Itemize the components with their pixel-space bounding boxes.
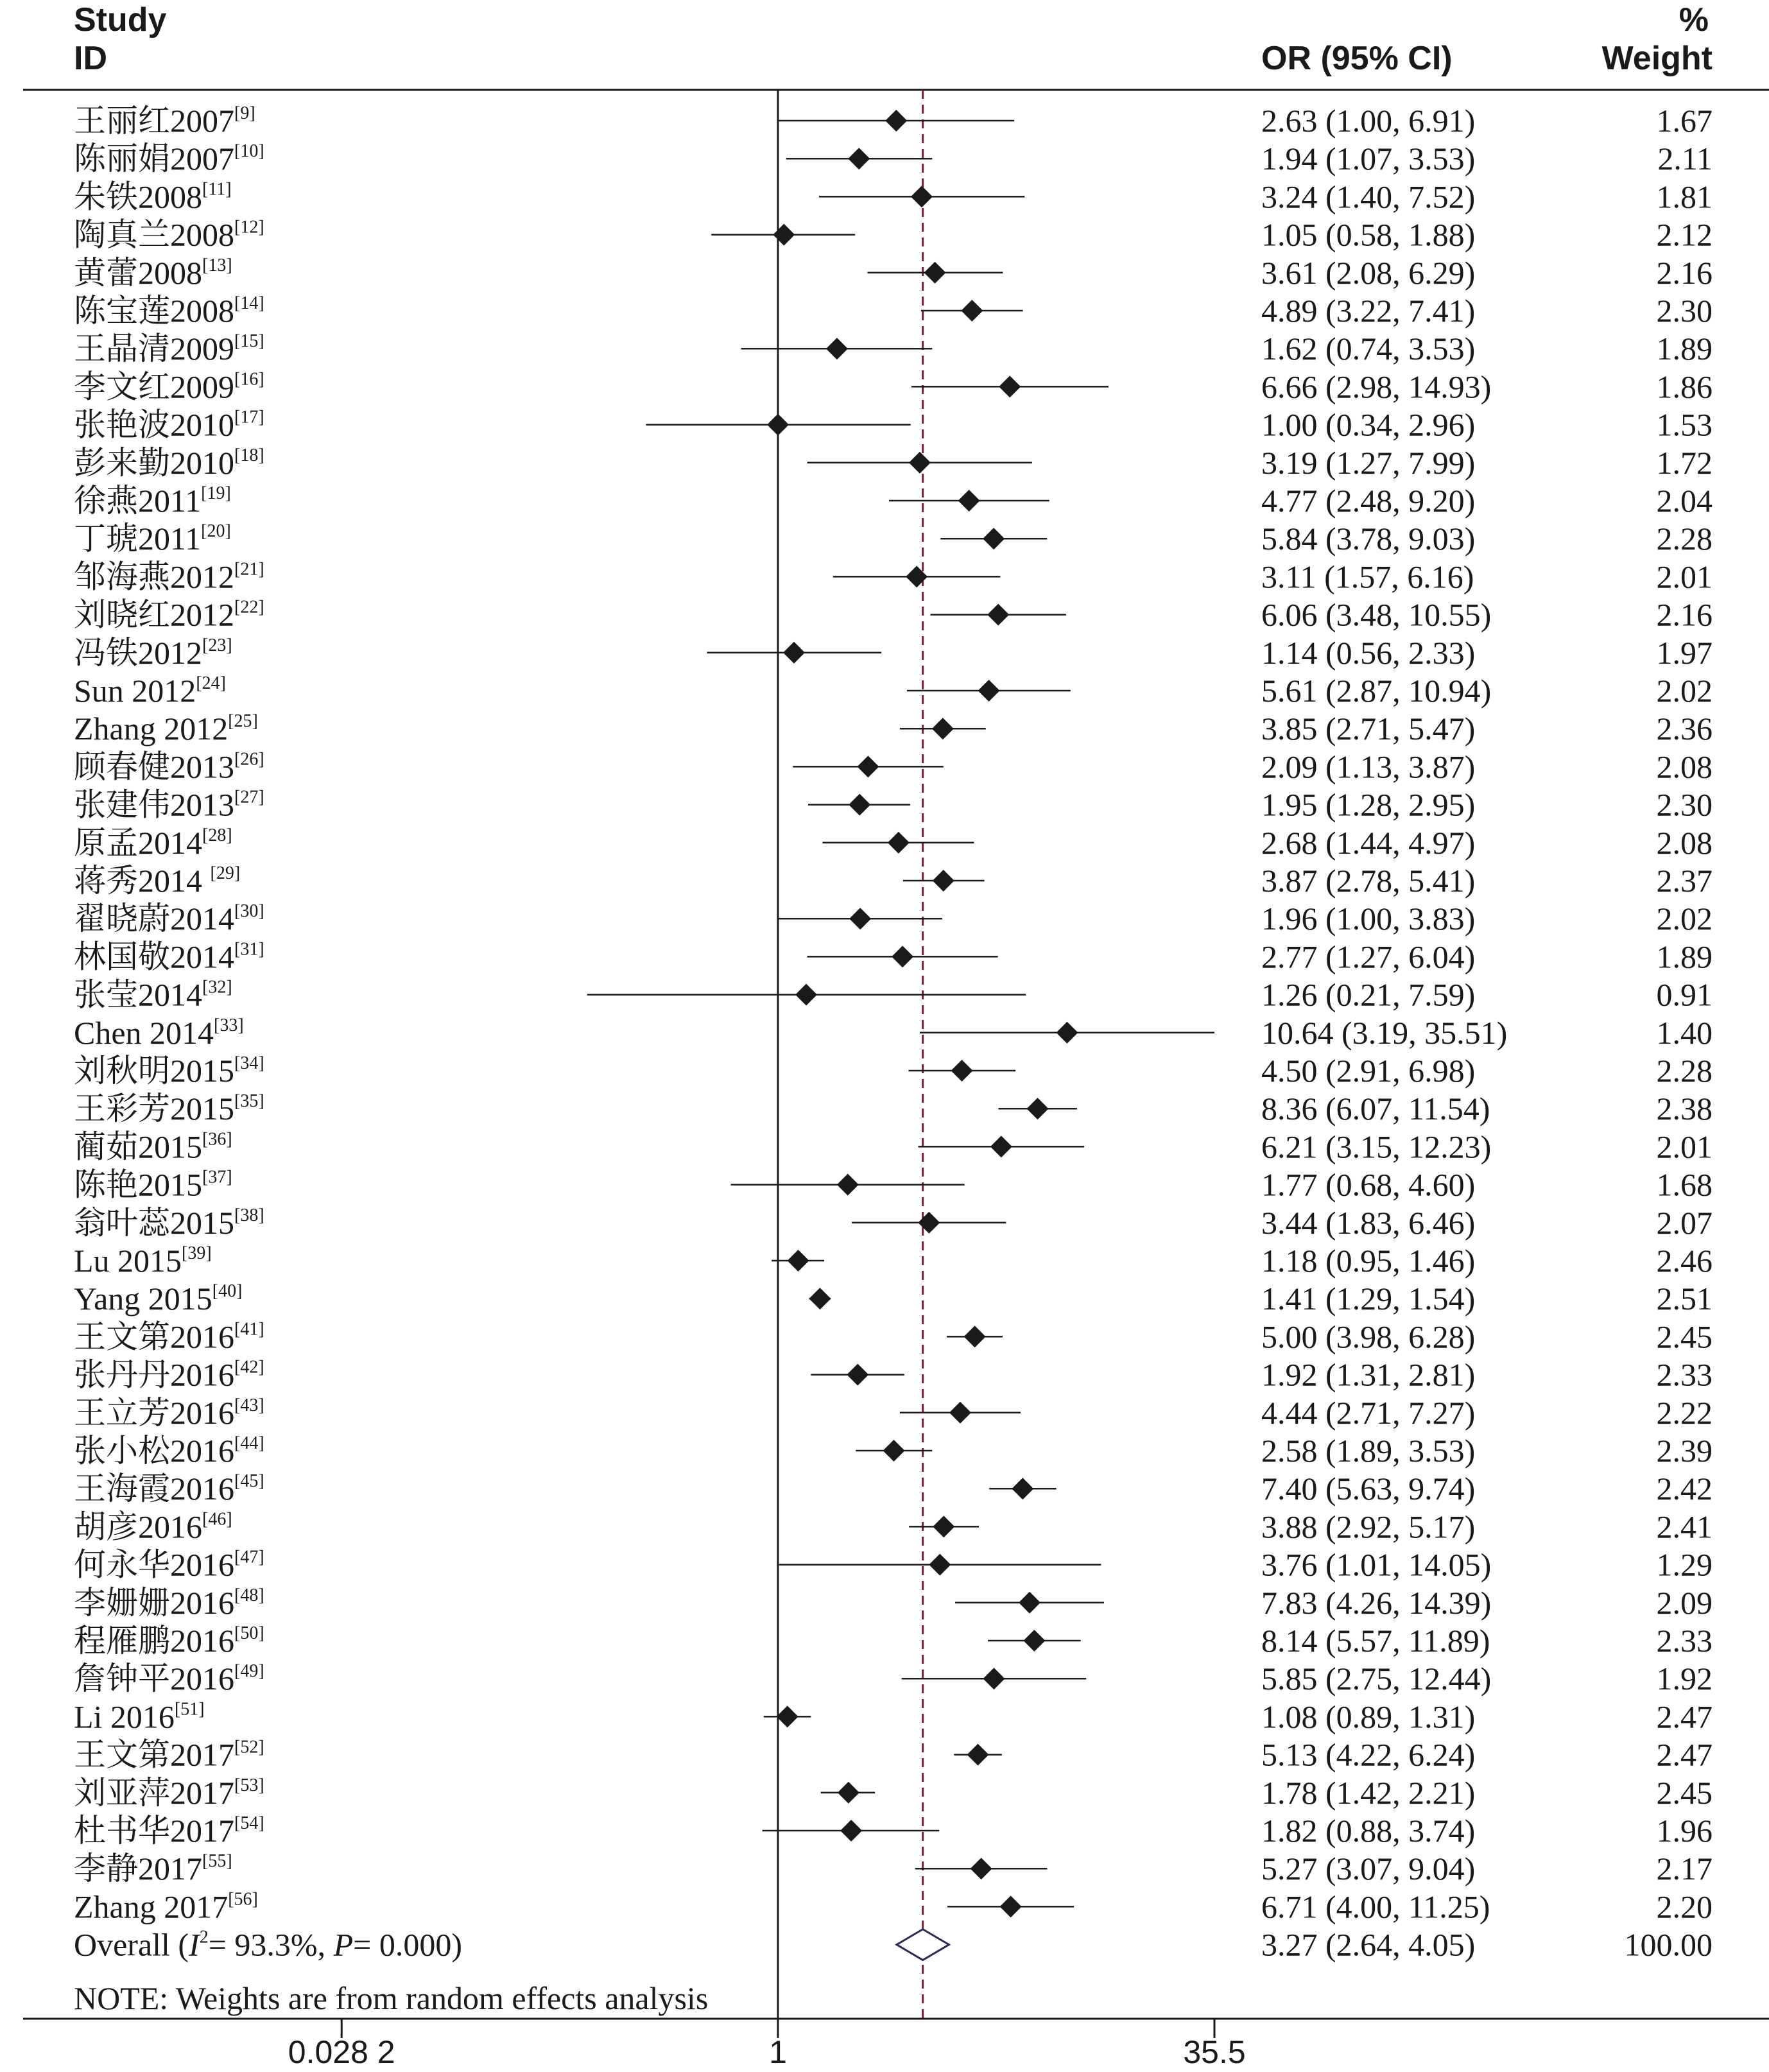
study-reference: [54]	[234, 1813, 264, 1833]
study-weight: 2.30	[1656, 786, 1713, 823]
study-reference: [46]	[202, 1509, 232, 1530]
study-reference: [28]	[202, 825, 232, 845]
study-point-marker	[838, 1782, 859, 1804]
study-point-marker	[1012, 1478, 1033, 1499]
study-reference: [30]	[234, 901, 264, 922]
study-point-marker	[951, 1060, 973, 1082]
study-label: 何永华2016[47]	[74, 1546, 264, 1583]
x-axis	[288, 2019, 1246, 2070]
study-label: 翟晓蔚2014[30]	[74, 901, 264, 937]
header-or-ci: OR (95% CI)	[1261, 40, 1453, 77]
study-label: Zhang 2012[25]	[74, 711, 258, 747]
study-weight: 1.68	[1656, 1166, 1713, 1203]
study-label: 王彩芳2015[35]	[74, 1091, 264, 1127]
study-weight: 1.53	[1656, 406, 1713, 443]
study-reference: [52]	[234, 1737, 264, 1757]
study-or-ci: 2.58 (1.89, 3.53)	[1261, 1433, 1476, 1469]
study-weight: 2.39	[1656, 1433, 1713, 1469]
study-weight: 1.86	[1656, 368, 1713, 405]
study-label: Yang 2015[40]	[74, 1281, 243, 1317]
study-point-marker	[849, 908, 871, 929]
study-reference: [49]	[234, 1661, 264, 1682]
study-reference: [41]	[234, 1319, 264, 1340]
study-weight: 1.72	[1656, 444, 1713, 481]
study-label: Sun 2012[24]	[74, 673, 226, 709]
study-reference: [24]	[196, 673, 226, 693]
study-reference: [53]	[234, 1775, 264, 1795]
study-point-marker	[892, 945, 913, 967]
study-point-marker	[840, 1820, 862, 1842]
study-weight: 2.28	[1656, 521, 1713, 557]
study-label: 陈宝莲2008[14]	[74, 293, 264, 329]
study-reference: [38]	[234, 1205, 264, 1225]
study-label: 蔺茹2015[36]	[74, 1128, 232, 1165]
study-label: 王文第2016[41]	[74, 1318, 264, 1355]
study-or-ci: 4.89 (3.22, 7.41)	[1261, 293, 1476, 329]
study-weight: 1.97	[1656, 634, 1713, 671]
study-or-ci: 3.88 (2.92, 5.17)	[1261, 1508, 1476, 1545]
study-weight: 2.30	[1656, 293, 1713, 329]
study-reference: [51]	[174, 1699, 205, 1720]
study-label: 张艳波2010[17]	[74, 406, 264, 443]
study-rows	[74, 103, 1713, 1963]
study-point-marker	[1056, 1022, 1078, 1044]
study-reference: [12]	[234, 217, 264, 237]
study-weight: 1.67	[1656, 103, 1713, 139]
study-weight: 1.89	[1656, 938, 1713, 975]
study-or-ci: 1.26 (0.21, 7.59)	[1261, 976, 1476, 1013]
study-label: 陶真兰2008[12]	[74, 216, 264, 253]
study-point-marker	[918, 1212, 940, 1234]
study-reference: [33]	[214, 1015, 244, 1035]
study-weight: 2.37	[1656, 863, 1713, 899]
study-or-ci: 8.36 (6.07, 11.54)	[1261, 1091, 1490, 1127]
study-or-ci: 1.41 (1.29, 1.54)	[1261, 1281, 1476, 1317]
study-reference: [43]	[234, 1395, 264, 1415]
study-or-ci: 2.77 (1.27, 6.04)	[1261, 938, 1476, 975]
study-point-marker	[911, 186, 933, 207]
footnote: NOTE: Weights are from random effects analysis	[74, 1980, 709, 2016]
study-weight: 1.29	[1656, 1546, 1713, 1583]
study-point-marker	[857, 755, 879, 777]
study-label: 王文第2017[52]	[74, 1736, 264, 1773]
study-reference: [11]	[202, 179, 232, 200]
study-point-marker	[999, 376, 1021, 397]
header-id: ID	[74, 40, 107, 77]
overall-label: Overall ($I^2= 93.3\%$, P= 0.000)	[74, 1926, 462, 1963]
study-or-ci: 3.61 (2.08, 6.29)	[1261, 254, 1476, 291]
study-reference: [40]	[212, 1281, 243, 1302]
study-weight: 2.33	[1656, 1623, 1713, 1659]
header-percent: %	[1678, 1, 1709, 39]
study-point-marker	[777, 1705, 798, 1727]
study-weight: 2.36	[1656, 711, 1713, 747]
study-weight: 2.16	[1656, 254, 1713, 291]
study-point-marker	[1019, 1592, 1040, 1614]
study-reference: [22]	[234, 597, 264, 617]
header-study: Study	[74, 1, 167, 39]
study-weight: 1.89	[1656, 331, 1713, 367]
study-reference: [39]	[182, 1243, 212, 1263]
study-label: 詹钟平2016[49]	[74, 1661, 264, 1697]
study-reference: [13]	[202, 255, 232, 275]
study-label: 张建伟2013[27]	[74, 786, 264, 823]
study-label: 刘晓红2012[22]	[74, 596, 264, 633]
study-point-marker	[826, 338, 848, 359]
study-point-marker	[909, 452, 931, 474]
study-reference: [55]	[202, 1851, 232, 1872]
study-weight: 2.17	[1656, 1851, 1713, 1887]
study-reference: [36]	[202, 1129, 232, 1150]
study-or-ci: 10.64 (3.19, 35.51)	[1261, 1014, 1508, 1051]
study-label: 程雁鹏2016[50]	[74, 1623, 264, 1659]
study-weight: 2.11	[1657, 141, 1713, 177]
study-label: 李文红2009[16]	[74, 368, 264, 405]
study-reference: [9]	[234, 103, 255, 123]
study-label: 王海霞2016[45]	[74, 1471, 264, 1507]
x-tick-label: 35.5	[1183, 2034, 1246, 2070]
study-or-ci: 2.68 (1.44, 4.97)	[1261, 824, 1476, 861]
study-point-marker	[964, 1325, 986, 1347]
study-weight: 2.20	[1656, 1888, 1713, 1925]
study-point-marker	[767, 414, 789, 436]
study-point-marker	[961, 300, 983, 322]
study-reference: [10]	[234, 141, 264, 162]
study-weight: 2.01	[1656, 558, 1713, 595]
study-weight: 2.28	[1656, 1053, 1713, 1089]
study-or-ci: 4.44 (2.71, 7.27)	[1261, 1394, 1476, 1431]
study-reference: [23]	[202, 635, 232, 655]
study-label: 张莹2014[32]	[74, 976, 232, 1013]
study-or-ci: 1.18 (0.95, 1.46)	[1261, 1243, 1476, 1279]
study-point-marker	[848, 148, 870, 169]
overall-diamond	[897, 1930, 949, 1960]
study-label: Lu 2015[39]	[74, 1243, 212, 1279]
study-point-marker	[967, 1744, 988, 1766]
study-or-ci: 5.61 (2.87, 10.94)	[1261, 673, 1492, 709]
study-label: 胡彦2016[46]	[74, 1508, 232, 1545]
study-label: 王晶清2009[15]	[74, 331, 264, 367]
header-weight: Weight	[1601, 40, 1713, 77]
study-point-marker	[983, 1668, 1005, 1689]
study-label: 刘秋明2015[34]	[74, 1053, 264, 1089]
study-point-marker	[933, 1515, 954, 1537]
study-label: 杜书华2017[54]	[74, 1813, 264, 1849]
study-or-ci: 8.14 (5.57, 11.89)	[1261, 1623, 1490, 1659]
study-reference: [17]	[234, 407, 264, 427]
study-point-marker	[1023, 1630, 1045, 1652]
overall-or-ci: 3.27 (2.64, 4.05)	[1261, 1926, 1476, 1963]
study-point-marker	[883, 1440, 905, 1462]
study-point-marker	[1027, 1098, 1049, 1119]
study-label: 翁叶蕊2015[38]	[74, 1204, 264, 1241]
study-point-marker	[932, 718, 954, 739]
study-point-marker	[990, 1135, 1012, 1157]
study-label: 刘亚萍2017[53]	[74, 1774, 264, 1811]
study-point-marker	[773, 224, 795, 246]
study-or-ci: 1.94 (1.07, 3.53)	[1261, 141, 1476, 177]
study-point-marker	[847, 1364, 868, 1386]
study-weight: 2.07	[1656, 1204, 1713, 1241]
study-or-ci: 6.21 (3.15, 12.23)	[1261, 1128, 1492, 1165]
plot-marks	[587, 90, 1214, 2019]
study-or-ci: 2.09 (1.13, 3.87)	[1261, 748, 1476, 785]
study-label: 彭来勤2010[18]	[74, 444, 264, 481]
study-label: 林国敬2014[31]	[74, 938, 264, 975]
study-or-ci: 3.87 (2.78, 5.41)	[1261, 863, 1476, 899]
study-label: 王丽红2007[9]	[74, 103, 255, 139]
study-reference: [45]	[234, 1471, 264, 1492]
study-reference: [29]	[210, 863, 241, 883]
study-reference: [16]	[234, 369, 264, 390]
study-or-ci: 5.85 (2.75, 12.44)	[1261, 1661, 1492, 1697]
x-tick-label: 0.028 2	[288, 2034, 395, 2070]
study-label: 蒋秀2014 [29]	[74, 863, 241, 899]
study-or-ci: 5.84 (3.78, 9.03)	[1261, 521, 1476, 557]
study-or-ci: 4.50 (2.91, 6.98)	[1261, 1053, 1476, 1089]
study-or-ci: 7.83 (4.26, 14.39)	[1261, 1584, 1492, 1621]
study-label: 李姗姗2016[48]	[74, 1584, 264, 1621]
study-point-marker	[788, 1250, 809, 1272]
study-or-ci: 1.00 (0.34, 2.96)	[1261, 406, 1476, 443]
study-label: 原孟2014[28]	[74, 824, 232, 861]
study-or-ci: 3.85 (2.71, 5.47)	[1261, 711, 1476, 747]
study-point-marker	[978, 680, 1000, 702]
study-reference: [18]	[234, 445, 264, 465]
study-label: Li 2016[51]	[74, 1698, 205, 1735]
study-point-marker	[795, 984, 817, 1006]
study-weight: 1.81	[1656, 178, 1713, 215]
study-point-marker	[837, 1174, 859, 1196]
study-point-marker	[885, 110, 907, 132]
study-point-marker	[971, 1858, 992, 1879]
study-or-ci: 5.00 (3.98, 6.28)	[1261, 1318, 1476, 1355]
study-or-ci: 7.40 (5.63, 9.74)	[1261, 1471, 1476, 1507]
study-label: 张小松2016[44]	[74, 1433, 264, 1469]
study-reference: [20]	[201, 521, 231, 542]
study-weight: 2.45	[1656, 1774, 1713, 1811]
study-weight: 2.46	[1656, 1243, 1713, 1279]
study-reference: [37]	[202, 1167, 232, 1187]
study-label: 王立芳2016[43]	[74, 1394, 264, 1431]
study-or-ci: 1.05 (0.58, 1.88)	[1261, 216, 1476, 253]
study-label: 张丹丹2016[42]	[74, 1356, 264, 1393]
study-reference: [15]	[234, 331, 264, 352]
study-or-ci: 1.08 (0.89, 1.31)	[1261, 1698, 1476, 1735]
study-reference: [56]	[228, 1889, 258, 1910]
study-or-ci: 6.66 (2.98, 14.93)	[1261, 368, 1492, 405]
study-point-marker	[906, 565, 928, 587]
study-point-marker	[809, 1288, 831, 1309]
study-or-ci: 1.62 (0.74, 3.53)	[1261, 331, 1476, 367]
study-or-ci: 1.77 (0.68, 4.60)	[1261, 1166, 1476, 1203]
study-or-ci: 3.11 (1.57, 6.16)	[1261, 558, 1474, 595]
study-reference: [50]	[234, 1623, 264, 1643]
study-label: 顾春健2013[26]	[74, 748, 264, 785]
study-weight: 2.42	[1656, 1471, 1713, 1507]
study-weight: 2.09	[1656, 1584, 1713, 1621]
study-point-marker	[1000, 1895, 1022, 1917]
study-label: Chen 2014[33]	[74, 1014, 244, 1051]
study-or-ci: 5.27 (3.07, 9.04)	[1261, 1851, 1476, 1887]
study-point-marker	[849, 794, 870, 816]
study-reference: [25]	[228, 711, 258, 732]
study-reference: [34]	[234, 1053, 264, 1073]
study-reference: [21]	[234, 559, 264, 580]
study-weight: 2.22	[1656, 1394, 1713, 1431]
study-or-ci: 3.44 (1.83, 6.46)	[1261, 1204, 1476, 1241]
study-reference: [47]	[234, 1547, 264, 1567]
study-weight: 2.08	[1656, 748, 1713, 785]
study-or-ci: 1.82 (0.88, 3.74)	[1261, 1813, 1476, 1849]
study-or-ci: 5.13 (4.22, 6.24)	[1261, 1736, 1476, 1773]
study-weight: 2.02	[1656, 673, 1713, 709]
study-label: Zhang 2017[56]	[74, 1888, 258, 1925]
study-label: 冯铁2012[23]	[74, 634, 232, 671]
study-or-ci: 1.96 (1.00, 3.83)	[1261, 901, 1476, 937]
study-weight: 2.38	[1656, 1091, 1713, 1127]
study-point-marker	[987, 604, 1009, 626]
study-weight: 2.51	[1656, 1281, 1713, 1317]
study-weight: 1.40	[1656, 1014, 1713, 1051]
study-point-marker	[949, 1402, 971, 1424]
study-point-marker	[958, 490, 980, 512]
study-weight: 1.92	[1656, 1661, 1713, 1697]
study-point-marker	[924, 262, 946, 284]
study-reference: [48]	[234, 1585, 264, 1605]
study-reference: [42]	[234, 1357, 264, 1377]
study-reference: [26]	[234, 749, 264, 770]
study-reference: [31]	[234, 939, 264, 960]
study-or-ci: 3.19 (1.27, 7.99)	[1261, 444, 1476, 481]
study-or-ci: 1.14 (0.56, 2.33)	[1261, 634, 1476, 671]
x-tick-label: 1	[769, 2034, 787, 2070]
study-weight: 2.08	[1656, 824, 1713, 861]
study-label: 黄蕾2008[13]	[74, 254, 232, 291]
study-or-ci: 1.92 (1.31, 2.81)	[1261, 1356, 1476, 1393]
study-weight: 2.33	[1656, 1356, 1713, 1393]
study-weight: 2.02	[1656, 901, 1713, 937]
study-or-ci: 3.76 (1.01, 14.05)	[1261, 1546, 1492, 1583]
study-point-marker	[888, 832, 910, 854]
study-or-ci: 6.06 (3.48, 10.55)	[1261, 596, 1492, 633]
study-label: 朱铁2008[11]	[74, 178, 232, 215]
study-point-marker	[783, 642, 805, 664]
study-or-ci: 2.63 (1.00, 6.91)	[1261, 103, 1476, 139]
study-or-ci: 3.24 (1.40, 7.52)	[1261, 178, 1476, 215]
study-point-marker	[983, 528, 1005, 549]
study-point-marker	[929, 1554, 951, 1576]
study-reference: [32]	[202, 977, 232, 997]
study-weight: 2.01	[1656, 1128, 1713, 1165]
study-label: 陈丽娟2007[10]	[74, 141, 264, 177]
study-reference: [35]	[234, 1091, 264, 1112]
study-weight: 2.47	[1656, 1736, 1713, 1773]
study-weight: 2.45	[1656, 1318, 1713, 1355]
study-or-ci: 4.77 (2.48, 9.20)	[1261, 483, 1476, 519]
overall-weight: 100.00	[1624, 1926, 1713, 1963]
study-weight: 2.47	[1656, 1698, 1713, 1735]
study-point-marker	[933, 870, 954, 892]
study-weight: 2.16	[1656, 596, 1713, 633]
study-or-ci: 1.95 (1.28, 2.95)	[1261, 786, 1476, 823]
study-weight: 2.04	[1656, 483, 1713, 519]
study-weight: 2.12	[1656, 216, 1713, 253]
study-weight: 2.41	[1656, 1508, 1713, 1545]
study-or-ci: 1.78 (1.42, 2.21)	[1261, 1774, 1476, 1811]
study-weight: 1.96	[1656, 1813, 1713, 1849]
study-or-ci: 6.71 (4.00, 11.25)	[1261, 1888, 1490, 1925]
study-reference: [27]	[234, 787, 264, 807]
study-label: 邹海燕2012[21]	[74, 558, 264, 595]
study-reference: [44]	[234, 1433, 264, 1453]
study-reference: [14]	[234, 293, 264, 313]
study-label: 徐燕2011[19]	[74, 483, 231, 519]
study-label: 陈艳2015[37]	[74, 1166, 232, 1203]
study-reference: [19]	[201, 483, 231, 503]
study-label: 李静2017[55]	[74, 1851, 232, 1887]
study-label: 丁琥2011[20]	[74, 521, 231, 557]
study-weight: 0.91	[1656, 976, 1713, 1013]
